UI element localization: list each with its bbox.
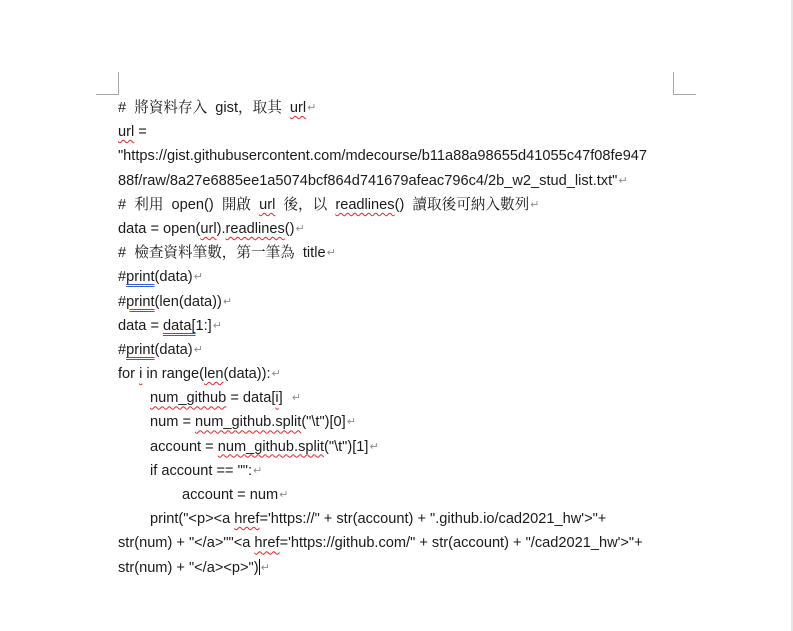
line-text: (data) [154, 341, 193, 358]
line-text: data = [118, 317, 164, 334]
line-text: "https://gist.githubusercontent.com/mdecourse/b11a88a98655d41055c47f08fe947 [118, 148, 648, 165]
spelling-flagged-word: num_github.split [195, 414, 302, 431]
document-line[interactable] [118, 314, 678, 338]
line-text: () [284, 220, 295, 237]
spelling-flagged-word: readlines [335, 196, 395, 213]
spelling-flagged-word: readlines [225, 220, 285, 237]
document-line[interactable] [118, 556, 678, 580]
document-line[interactable] [118, 120, 678, 144]
spelling-flagged-word: num_github.split [217, 438, 325, 455]
document-line[interactable] [118, 290, 678, 314]
grammar-flagged-text: data[ [163, 317, 196, 334]
document-line[interactable] [118, 241, 678, 265]
text-cursor [259, 559, 260, 575]
line-text: 後，以 [275, 196, 336, 213]
grammar-flagged-text: print [126, 269, 155, 286]
line-text: account = num [182, 487, 279, 503]
paragraph-mark-icon: ↵ [618, 174, 628, 187]
paragraph-mark-icon: ↵ [530, 198, 540, 211]
margin-corner-mark-right [673, 72, 696, 95]
spelling-flagged-word: href [234, 511, 260, 528]
line-text: # [118, 269, 127, 286]
document-line[interactable] [118, 96, 678, 120]
paragraph-mark-icon: ↵ [193, 271, 203, 284]
paragraph-mark-icon: ↵ [279, 489, 289, 501]
document-line[interactable] [118, 265, 678, 289]
line-text: (len(data)) [154, 293, 222, 310]
paragraph-mark-icon: ↵ [346, 416, 356, 429]
line-text: num = [150, 414, 196, 431]
document-line[interactable] [118, 386, 678, 410]
line-text: (data) [154, 269, 193, 286]
document-line[interactable] [118, 217, 678, 241]
paragraph-mark-icon: ↵ [222, 295, 233, 308]
paragraph-mark-icon: ↵ [307, 102, 317, 114]
line-text: ='https://" + str(account) + ".github.io/cad2021_hw'>"+ [259, 511, 607, 528]
spelling-flagged-word: url [259, 196, 276, 213]
line-text: ("\t")[0] [301, 414, 346, 431]
spelling-flagged-word: len [204, 366, 224, 383]
paragraph-mark-icon: ↵ [271, 368, 281, 381]
line-text: ("\t")[1] [324, 438, 369, 455]
line-text: # 檢查資料筆數，第一筆為 title [118, 245, 326, 262]
grammar-flagged-text: print [126, 293, 155, 310]
line-text: = data[ [226, 390, 276, 407]
line-text: 1:] [195, 317, 212, 334]
line-text: ). [216, 220, 226, 237]
line-text: () 讀取後可納入數列 [394, 196, 530, 213]
line-text: data = open( [118, 220, 201, 237]
line-text: for [118, 366, 140, 383]
spelling-flagged-word: url [289, 100, 307, 116]
line-text: # [118, 341, 127, 358]
document-body[interactable] [118, 96, 678, 580]
margin-corner-mark-left [96, 72, 119, 95]
document-line[interactable] [118, 459, 678, 483]
line-text: str(num) + "</a>""<a [118, 535, 255, 552]
line-text: # 利用 open() 開啟 [118, 196, 260, 213]
paragraph-mark-icon: ↵ [369, 440, 379, 453]
document-line[interactable] [118, 169, 678, 193]
document-line[interactable] [118, 338, 678, 362]
spelling-flagged-word: num_github [150, 390, 227, 407]
paragraph-mark-icon: ↵ [212, 319, 222, 332]
line-text: print("<p><a [150, 511, 235, 528]
line-text: if account == "": [150, 462, 253, 479]
line-text: ] [278, 390, 291, 407]
spelling-flagged-word: url [200, 220, 217, 237]
paragraph-mark-icon: ↵ [253, 464, 263, 477]
line-text: = [134, 124, 147, 141]
line-text: (data)): [223, 366, 271, 383]
spelling-flagged-word: url [118, 124, 135, 141]
document-line[interactable] [118, 193, 678, 217]
paragraph-mark-icon: ↵ [260, 561, 270, 574]
line-text: # [118, 293, 127, 310]
line-text: # 將資料存入 gist，取其 [118, 100, 290, 116]
line-text: 88f/raw/8a27e6885ee1a5074bcf864d741679afeac796c4/2b_w2_stud_list.txt" [118, 172, 618, 189]
spelling-flagged-word: i [275, 390, 279, 407]
document-line[interactable] [118, 507, 678, 531]
document-line[interactable] [118, 435, 678, 459]
document-line[interactable] [118, 362, 678, 386]
line-text: str(num) + "</a><p>") [118, 559, 259, 576]
paragraph-mark-icon: ↵ [291, 392, 302, 405]
line-text: ='https://github.com/" + str(account) + "/cad2021_hw'>"+ [279, 535, 643, 552]
document-line[interactable] [118, 410, 678, 434]
paragraph-mark-icon: ↵ [193, 343, 203, 356]
document-line[interactable] [118, 483, 678, 507]
paragraph-mark-icon: ↵ [326, 247, 336, 260]
line-text: account = [150, 438, 218, 455]
spelling-flagged-word: i [139, 366, 143, 383]
spelling-flagged-word: href [254, 535, 280, 552]
line-text: in range( [142, 366, 204, 383]
paragraph-mark-icon: ↵ [295, 222, 305, 235]
grammar-flagged-text: print [126, 341, 155, 358]
document-line[interactable] [118, 531, 678, 555]
document-line[interactable] [118, 144, 678, 168]
